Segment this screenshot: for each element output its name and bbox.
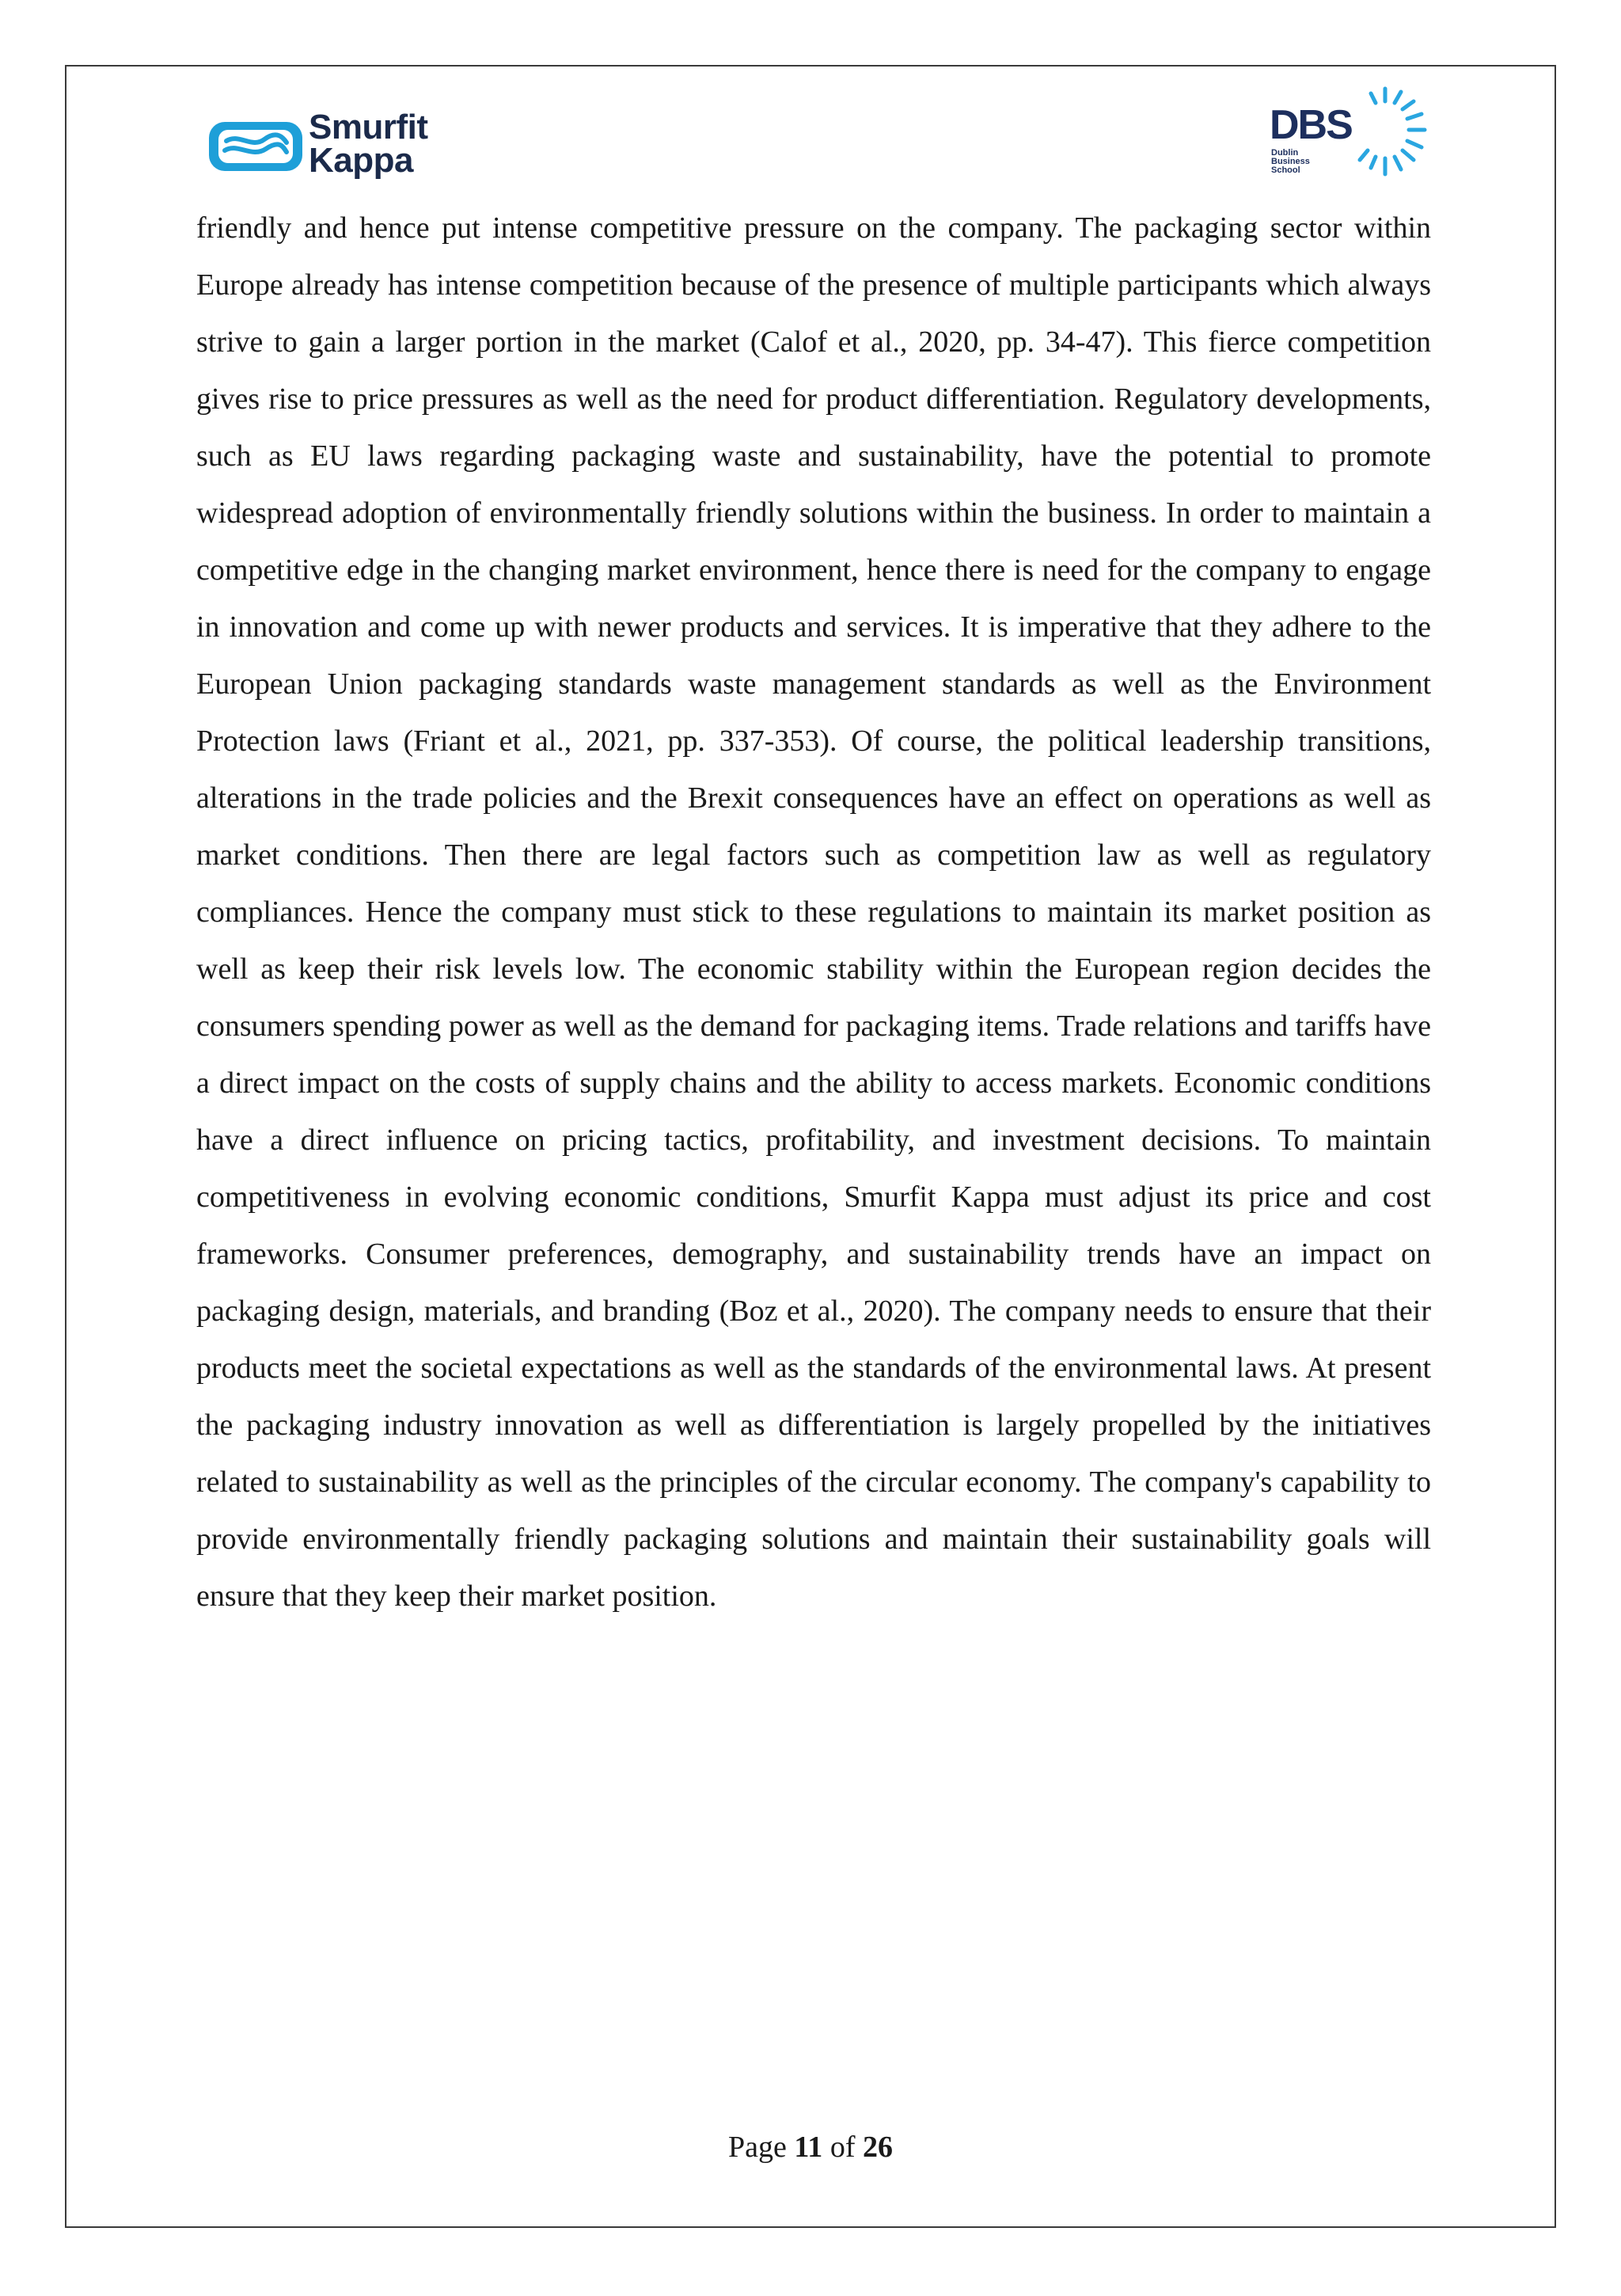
page-footer <box>0 2130 1621 2165</box>
smurfit-kappa-logo-icon <box>207 120 304 173</box>
body-paragraph: friendly and hence put intense competitive pressure on the company. The packaging sector within Europe already has intense competition because of the presence of multiple participants which always strive to gain a larger portion in the market (Calof et al., 2020, pp. 34-47). This fierce competition gives rise to price pressures as well as the need for product differentiation. Regulatory developments, such as EU laws regarding packaging waste and sustainability, have the potential to promote widespread adoption of environmentally friendly solutions within the business. In order to maintain a competitive edge in the changing market environment, hence there is need for the company to engage in innovation and come up with newer products and services. It is imperative that they adhere to the European Union packaging standards waste management standards as well as the Environment Protection laws (Friant et al., 2021, pp. 337-353). Of course, the political leadership transitions, alterations in the trade policies and the Brexit consequences have an effect on operations as well as market conditions. Then there are legal factors such as competition law as well as regulatory compliances. Hence the company must stick to these regulations to maintain its market position as well as keep their risk levels low. The economic stability within the European region decides the consumers spending power as well as the demand for packaging items. Trade relations and tariffs have a direct impact on the costs of supply chains and the ability to access markets. Economic conditions have a direct influence on pricing tactics, profitability, and investment decisions. To maintain competitiveness in evolving economic conditions, Smurfit Kappa must adjust its price and cost frameworks. Consumer preferences, demography, and sustainability trends have an impact on packaging design, materials, and branding (Boz et al., 2020). The company needs to ensure that their products meet the societal expectations as well as the standards of the environmental laws. At present the packaging industry innovation as well as differentiation is largely propelled by the initiatives related to sustainability as well as the principles of the circular economy. The company's capability to provide environmentally friendly packaging solutions and maintain their sustainability goals will ensure that they keep their market position. <box>196 211 1431 1613</box>
logo-line-2: Kappa <box>309 141 413 180</box>
dbs-logo <box>1262 86 1433 181</box>
dbs-subtitle <box>1271 149 1310 175</box>
page-word: Page <box>728 2131 787 2164</box>
total-pages-number: 26 <box>862 2131 893 2164</box>
dbs-sub-line-1: Dublin <box>1271 148 1299 158</box>
smurfit-kappa-logo <box>207 109 445 185</box>
dbs-sub-line-2: Business <box>1271 157 1310 166</box>
dbs-sub-line-3: School <box>1271 165 1300 175</box>
dbs-burst-icon <box>1338 86 1433 181</box>
current-page-number: 11 <box>794 2131 823 2164</box>
dbs-mark: DBS <box>1270 102 1352 148</box>
logo-line-1: Smurfit <box>309 108 428 146</box>
of-word: of <box>829 2131 856 2164</box>
smurfit-kappa-wordmark <box>309 108 428 180</box>
